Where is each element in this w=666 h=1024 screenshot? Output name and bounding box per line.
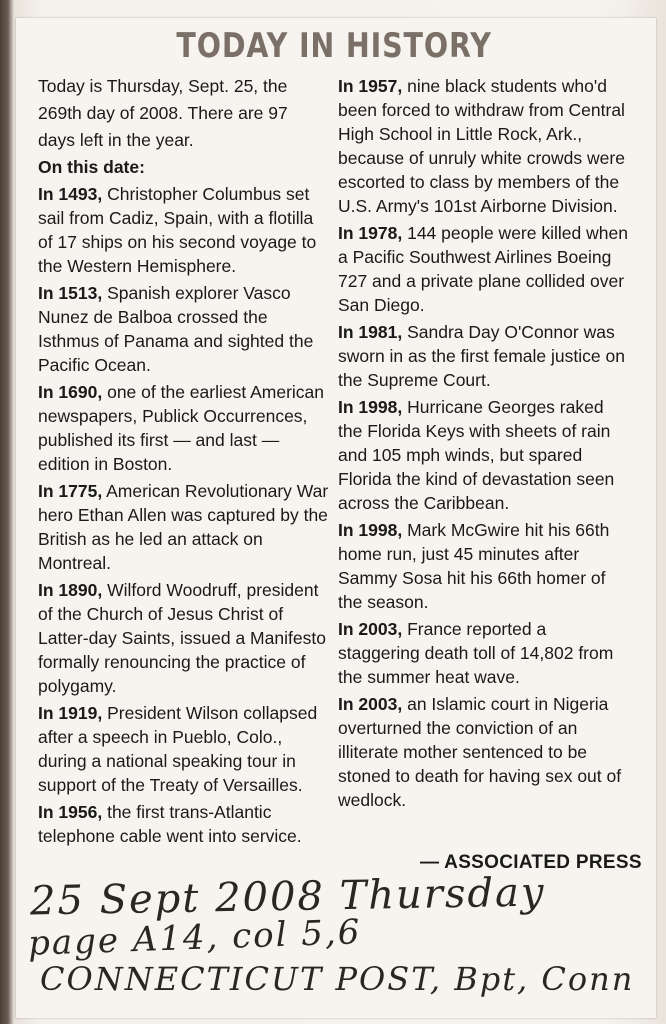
entry-text: American Revolutionary War hero Ethan Allen was captured by the British as he led an attack on Montreal. [38, 481, 329, 573]
entry-year: In 1956, [38, 802, 103, 822]
left-column [38, 74, 330, 851]
history-entry [38, 281, 330, 377]
entry-year: In 1919, [38, 703, 103, 723]
entry-text: the first trans-Atlantic telephone cable went into service. [38, 802, 302, 846]
history-entry [38, 182, 330, 278]
on-this-date-label: On this date: [38, 157, 145, 177]
entry-text: Hurricane Georges raked the Florida Keys with sheets of rain and 105 mph winds, but spared Florida the kind of devastation seen across the Caribbean. [338, 397, 615, 513]
history-entry [338, 395, 628, 515]
history-entry [38, 578, 330, 698]
entry-text: Spanish explorer Vasco Nunez de Balboa crossed the Isthmus of Panama and sighted the Pacific Ocean. [38, 283, 314, 375]
entry-year: In 1775, [38, 481, 103, 501]
right-column [338, 74, 628, 815]
entry-text: Christopher Columbus set sail from Cadiz, Spain, with a flotilla of 17 ships on his second voyage to the Western Hemisphere. [38, 184, 317, 276]
history-entry [338, 221, 628, 317]
entry-year: In 1513, [38, 283, 103, 303]
history-entry [338, 320, 628, 392]
entry-text: Mark McGwire hit his 66th home run, just 45 minutes after Sammy Sosa hit his 66th homer of the season. [338, 520, 610, 612]
history-entry [338, 617, 628, 689]
entry-year: In 2003, [338, 694, 403, 714]
entry-year: In 1978, [338, 223, 403, 243]
handwritten-source: CONNECTICUT POST, Bpt, Conn [40, 960, 635, 998]
entry-year: In 1890, [38, 580, 103, 600]
entry-text: France reported a staggering death toll of 14,802 from the summer heat wave. [338, 619, 614, 687]
intro-line-3: days left in the year. [38, 130, 194, 150]
history-entry [338, 74, 628, 218]
entry-year: In 1957, [338, 76, 403, 96]
entry-text: 144 people were killed when a Pacific Southwest Airlines Boeing 727 and a private plane collided over San Diego. [338, 223, 628, 315]
entry-year: In 1981, [338, 322, 403, 342]
handwritten-date: 25 Sept 2008 Thursday [29, 869, 546, 925]
history-entry [38, 479, 330, 575]
entry-year: In 1493, [38, 184, 103, 204]
history-entry [338, 692, 628, 812]
entry-text: Sandra Day O'Connor was sworn in as the first female justice on the Supreme Court. [338, 322, 625, 390]
entry-text: Wilford Woodruff, president of the Church of Jesus Christ of Latter-day Saints, issued a Manifesto formally renouncing the practice of polygamy. [38, 580, 326, 696]
history-entry [38, 800, 330, 848]
history-entry [338, 518, 628, 614]
headline: TODAY IN HISTORY [176, 26, 492, 66]
handwritten-page-ref: page A14, col 5,6 [27, 912, 363, 964]
intro-line-1: Today is Thursday, Sept. 25, the [38, 76, 288, 96]
entry-year: In 1998, [338, 397, 403, 417]
entry-text: an Islamic court in Nigeria overturned the conviction of an illiterate mother sentenced to be stoned to death for having sex out of wedlock. [338, 694, 622, 810]
entry-year: In 1998, [338, 520, 403, 540]
byline: — ASSOCIATED PRESS [420, 852, 642, 873]
intro-line-2: 269th day of 2008. There are 97 [38, 103, 288, 123]
entry-text: nine black students who'd been forced to withdraw from Central High School in Little Rock, Ark., because of unruly white crowds were escorted to class by members of the U.S. Army's 101st Airborne Division. [338, 76, 625, 216]
entry-text: one of the earliest American newspapers, Publick Occurrences, published its first — and last — edition in Boston. [38, 382, 325, 474]
entry-year: In 2003, [338, 619, 403, 639]
entry-text: President Wilson collapsed after a speech in Pueblo, Colo., during a national speaking tour in support of the Treaty of Versailles. [38, 703, 318, 795]
history-entry [38, 701, 330, 797]
history-entry [38, 380, 330, 476]
entry-year: In 1690, [38, 382, 103, 402]
